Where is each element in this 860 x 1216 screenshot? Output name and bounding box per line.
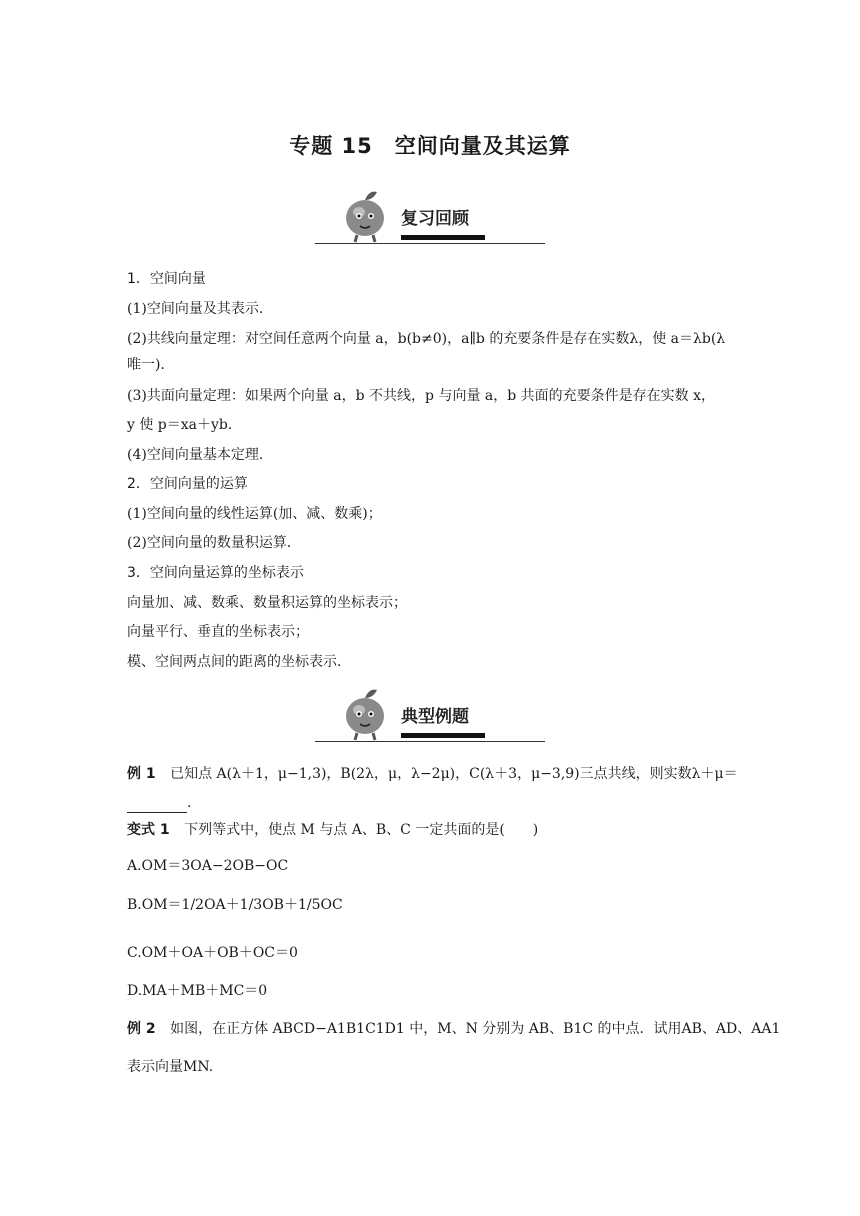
review-para-2b: 唯一)． [127, 357, 175, 373]
example-1 [127, 764, 738, 784]
option-d: D.MA＋MB＋MC＝0 [127, 983, 268, 999]
apple-mascot-icon [335, 186, 395, 246]
apple-mascot-icon [335, 684, 395, 744]
option-b: B.OM＝1/2OA＋1/3OB＋1/5OC [127, 897, 343, 913]
section-title-examples: 典型例题 [401, 707, 469, 727]
example-2-text: 如图，在正方体 ABCD−A1B1C1D1 中，M、N 分别为 AB、B1C 的中点．试用AB、AD、AA1 [170, 1021, 781, 1037]
example-1-label: 例 1 [127, 766, 156, 782]
example-1-text: 已知点 A(λ＋1，μ−1,3)，B(2λ，μ，λ−2μ)，C(λ＋3，μ−3,9)三点共线，则实数λ＋μ＝ [170, 766, 738, 782]
review-para-6: (2)空间向量的数量积运算． [127, 535, 301, 551]
section-title-review: 复习回顾 [401, 209, 469, 229]
section-title-underline [401, 733, 485, 738]
option-c: C.OM＋OA＋OB＋OC＝0 [127, 945, 298, 961]
example-2-end: 表示向量MN. [127, 1059, 214, 1075]
review-heading-1: 1．空间向量 [127, 271, 206, 287]
page-title: 专题 15 空间向量及其运算 [289, 134, 571, 158]
section-title-underline [401, 235, 485, 240]
example-1-end: . [187, 795, 192, 811]
review-para-5: (1)空间向量的线性运算(加、减、数乘)； [127, 506, 382, 522]
example-2-label: 例 2 [127, 1021, 156, 1037]
review-para-8: 向量平行、垂直的坐标表示； [127, 624, 309, 640]
review-para-7: 向量加、减、数乘、数量积运算的坐标表示； [127, 595, 407, 611]
review-heading-3: 3．空间向量运算的坐标表示 [127, 565, 304, 581]
example-1-answer [127, 793, 191, 813]
review-para-3a: (3)共面向量定理：如果两个向量 a，b 不共线，p 与向量 a，b 共面的充要条件是存在实数 x， [127, 388, 716, 404]
example-2 [127, 1019, 780, 1039]
section-rule [315, 741, 545, 742]
review-para-4: (4)空间向量基本定理． [127, 447, 273, 463]
review-para-2a: (2)共线向量定理：对空间任意两个向量 a，b(b≠0)，a∥b 的充要条件是存在实数λ，使 a＝λb(λ [127, 331, 726, 347]
section-header-review [315, 186, 545, 246]
section-header-examples [315, 684, 545, 744]
variant-1 [127, 820, 538, 840]
review-para-9: 模、空间两点间的距离的坐标表示． [127, 654, 351, 670]
option-a: A.OM＝3OA−2OB−OC [127, 858, 289, 874]
section-rule [315, 243, 545, 244]
answer-blank [127, 798, 187, 813]
variant-1-text: 下列等式中，使点 M 与点 A、B、C 一定共面的是( ) [184, 822, 539, 838]
review-heading-2: 2．空间向量的运算 [127, 476, 248, 492]
review-para-1: (1)空间向量及其表示． [127, 301, 273, 317]
review-para-3b: y 使 p＝xa＋yb. [127, 417, 233, 433]
variant-1-label: 变式 1 [127, 822, 170, 838]
